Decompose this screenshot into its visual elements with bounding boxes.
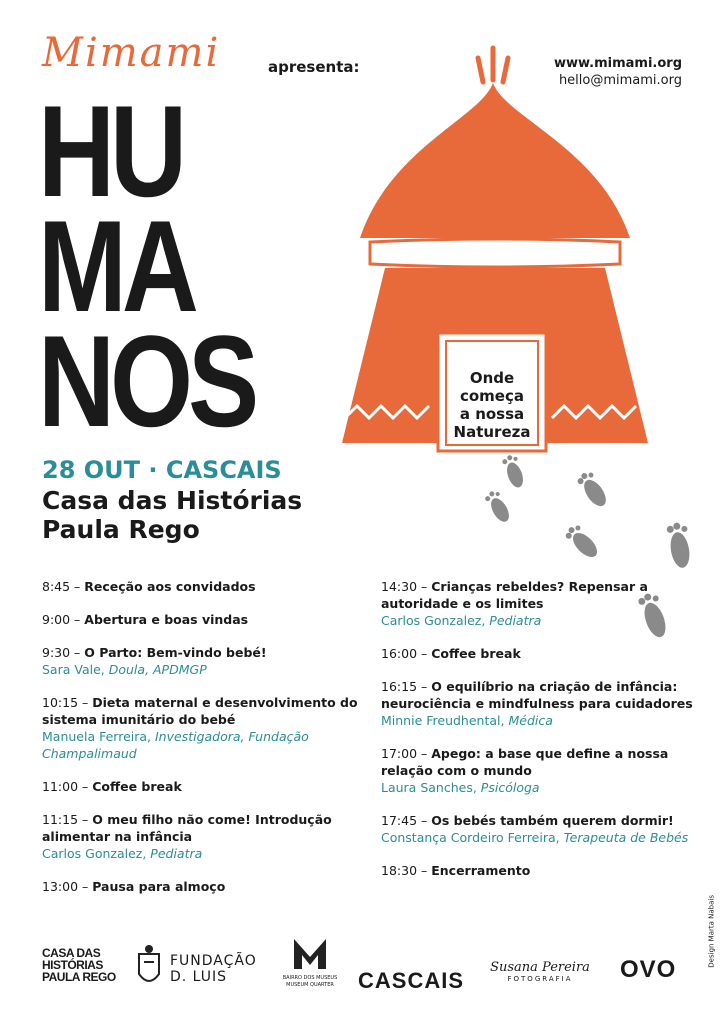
program-item: [381, 678, 711, 729]
crest-icon: [135, 944, 163, 994]
program-item: [42, 611, 362, 628]
speaker-separator: ,: [481, 613, 490, 628]
program-item-title: [381, 578, 711, 612]
program-item-talk: Os bebés também querem dormir!: [431, 813, 674, 828]
program-item-talk: Coffee break: [92, 779, 182, 794]
program-item-time: 8:45: [42, 579, 71, 594]
program-item-talk: Receção aos convidados: [84, 579, 256, 594]
program-item-time: 16:15: [381, 679, 418, 694]
speaker-role: Médica: [508, 713, 553, 728]
sponsor-casa-line-3: PAULA REGO: [42, 970, 116, 984]
program-item-time: 10:15: [42, 695, 79, 710]
program-item-title: [42, 878, 362, 895]
program-item: [42, 578, 362, 595]
museum-quarter-icon: [292, 935, 328, 971]
venue-line-2: Paula Rego: [42, 515, 200, 544]
caption-line-1: Onde: [469, 369, 515, 387]
sponsor-fundacao-line-2: D. LUIS: [170, 969, 228, 985]
speaker-name: Carlos Gonzalez: [381, 613, 482, 628]
program-item-title: [381, 862, 711, 879]
program-column-right: [381, 578, 711, 895]
speaker-name: Carlos Gonzalez: [42, 846, 143, 861]
program-item-speaker: [42, 661, 362, 678]
program-item-time: 16:00: [381, 646, 418, 661]
program-item-time: 18:30: [381, 863, 418, 878]
caption-line-4: Natureza: [453, 423, 531, 441]
program-item-talk: Dieta maternal e desenvolvimento do sistema imunitário do bebé: [42, 695, 358, 727]
program-item-speaker: [42, 845, 362, 862]
program-item: [381, 645, 711, 662]
program-item-title: [381, 678, 711, 712]
program-item-time: 17:45: [381, 813, 418, 828]
event-venue: [42, 486, 302, 544]
speaker-name: Laura Sanches: [381, 780, 473, 795]
program-item-separator: –: [417, 679, 432, 694]
sponsor-susana-pereira: [480, 960, 600, 983]
speaker-role: Pediatra: [489, 613, 542, 628]
sponsor-fundacao: [170, 953, 257, 985]
program-item-speaker: [381, 829, 711, 846]
program-item-separator: –: [417, 646, 432, 661]
program-item-time: 9:30: [42, 645, 71, 660]
venue-line-1: Casa das Histórias: [42, 486, 303, 515]
footprint-icon: [485, 488, 513, 525]
sponsor-cascais: CASCAIS: [358, 968, 465, 993]
title-line-2: MA: [38, 193, 194, 339]
program-item: [42, 811, 362, 862]
speaker-name: Sara Vale: [42, 662, 101, 677]
program-item: [381, 745, 711, 796]
footprint-icon: [666, 521, 694, 569]
speaker-separator: ,: [142, 846, 151, 861]
program-item: [381, 812, 711, 846]
footprint-icon: [563, 522, 602, 561]
hut-illustration: [330, 38, 650, 458]
speaker-separator: ,: [500, 713, 509, 728]
program-item-separator: –: [78, 812, 93, 827]
program-item-title: [42, 778, 362, 795]
speaker-separator: ,: [147, 729, 155, 744]
program-item-speaker: [381, 612, 711, 629]
program-item-speaker: [381, 779, 711, 796]
speaker-separator: ,: [472, 780, 481, 795]
program-item-time: 11:00: [42, 779, 79, 794]
program-item-speaker: [381, 712, 711, 729]
speaker-role: Investigadora, Fundação Champalimaud: [42, 729, 309, 761]
program-item-separator: –: [70, 579, 85, 594]
program-item: [381, 862, 711, 879]
caption-line-2: começa: [459, 387, 525, 405]
program-item: [42, 644, 362, 678]
program-item-speaker: [42, 728, 362, 762]
program-item: [42, 878, 362, 895]
program-item-talk: Coffee break: [431, 646, 521, 661]
mimami-logo: Mimami: [42, 30, 221, 76]
sponsor-casa-line-2: HISTÓRIAS: [42, 958, 103, 972]
program-item-talk: Pausa para almoço: [92, 879, 226, 894]
program-item-separator: –: [78, 695, 93, 710]
sponsor-bairro-line-2: MUSEUM QUARTER: [286, 982, 334, 988]
event-date: 28 OUT · CASCAIS: [42, 456, 282, 484]
sponsor-casa-historias: [42, 947, 116, 983]
sponsor-bairro-museus: [280, 935, 340, 989]
program-item-talk: O meu filho não come! Introdução alimentar na infância: [42, 812, 332, 844]
sponsor-ovo: OVO: [620, 956, 677, 983]
program-item-time: 14:30: [381, 579, 418, 594]
presents-label: apresenta:: [268, 58, 360, 76]
speaker-role: Doula, APDMGP: [108, 662, 207, 677]
program-item-talk: Apego: a base que define a nossa relação com o mundo: [381, 746, 669, 778]
program-item-title: [42, 611, 362, 628]
program-item-time: 11:15: [42, 812, 79, 827]
program-item-time: 9:00: [42, 612, 71, 627]
program-item-separator: –: [78, 779, 93, 794]
program-item-title: [42, 644, 362, 661]
title-line-3: NOS: [38, 308, 255, 454]
email-link[interactable]: hello@mimami.org: [558, 73, 682, 88]
footprint-icon: [575, 469, 611, 510]
program-item: [42, 778, 362, 795]
program-item-talk: O Parto: Bem-vindo bebé!: [84, 645, 267, 660]
program-item: [381, 578, 711, 629]
program-item-title: [42, 694, 362, 728]
program-item-talk: Crianças rebeldes? Repensar a autoridade e os limites: [381, 579, 648, 611]
program-item-time: 13:00: [42, 879, 79, 894]
sponsor-susana-sub: FOTOGRAFIA: [507, 975, 573, 983]
sponsor-susana-name: Susana Pereira: [490, 960, 590, 975]
caption-line-3: a nossa: [459, 405, 525, 423]
program-item-separator: –: [78, 879, 93, 894]
speaker-role: Psicóloga: [480, 780, 540, 795]
program-item-title: [381, 812, 711, 829]
sponsor-bairro-line-1: BAIRRO DOS MUSEUS: [282, 975, 338, 981]
sponsor-casa-line-1: CASA DAS: [42, 946, 101, 960]
sponsor-fundacao-line-1: FUNDAÇÃO: [170, 953, 257, 969]
program-item-separator: –: [417, 813, 432, 828]
program-item-separator: –: [417, 746, 432, 761]
footprint-icon: [501, 455, 527, 490]
program-item-talk: Abertura e boas vindas: [84, 612, 249, 627]
speaker-separator: ,: [100, 662, 109, 677]
program-item-separator: –: [417, 579, 432, 594]
speaker-name: Minnie Freudhental: [381, 713, 501, 728]
program-item-separator: –: [417, 863, 432, 878]
program-item-title: [381, 645, 711, 662]
program-item-time: 17:00: [381, 746, 418, 761]
program-item-title: [42, 578, 362, 595]
title-line-1: HU: [38, 78, 183, 224]
program-item: [42, 694, 362, 762]
program-column-left: [42, 578, 362, 911]
design-credit: Design Marta Nabais: [708, 895, 716, 968]
speaker-name: Constança Cordeiro Ferreira: [381, 830, 556, 845]
program-item-separator: –: [70, 612, 85, 627]
program-item-talk: O equilíbrio na criação de infância: neurociência e mindfulness para cuidadores: [381, 679, 693, 711]
program-item-title: [381, 745, 711, 779]
program-item-separator: –: [70, 645, 85, 660]
program-item-talk: Encerramento: [431, 863, 531, 878]
program-item-title: [42, 811, 362, 845]
speaker-role: Pediatra: [150, 846, 203, 861]
speaker-separator: ,: [555, 830, 564, 845]
website-link[interactable]: www.mimami.org: [553, 56, 682, 71]
speaker-role: Terapeuta de Bebés: [563, 830, 689, 845]
speaker-name: Manuela Ferreira: [42, 729, 148, 744]
